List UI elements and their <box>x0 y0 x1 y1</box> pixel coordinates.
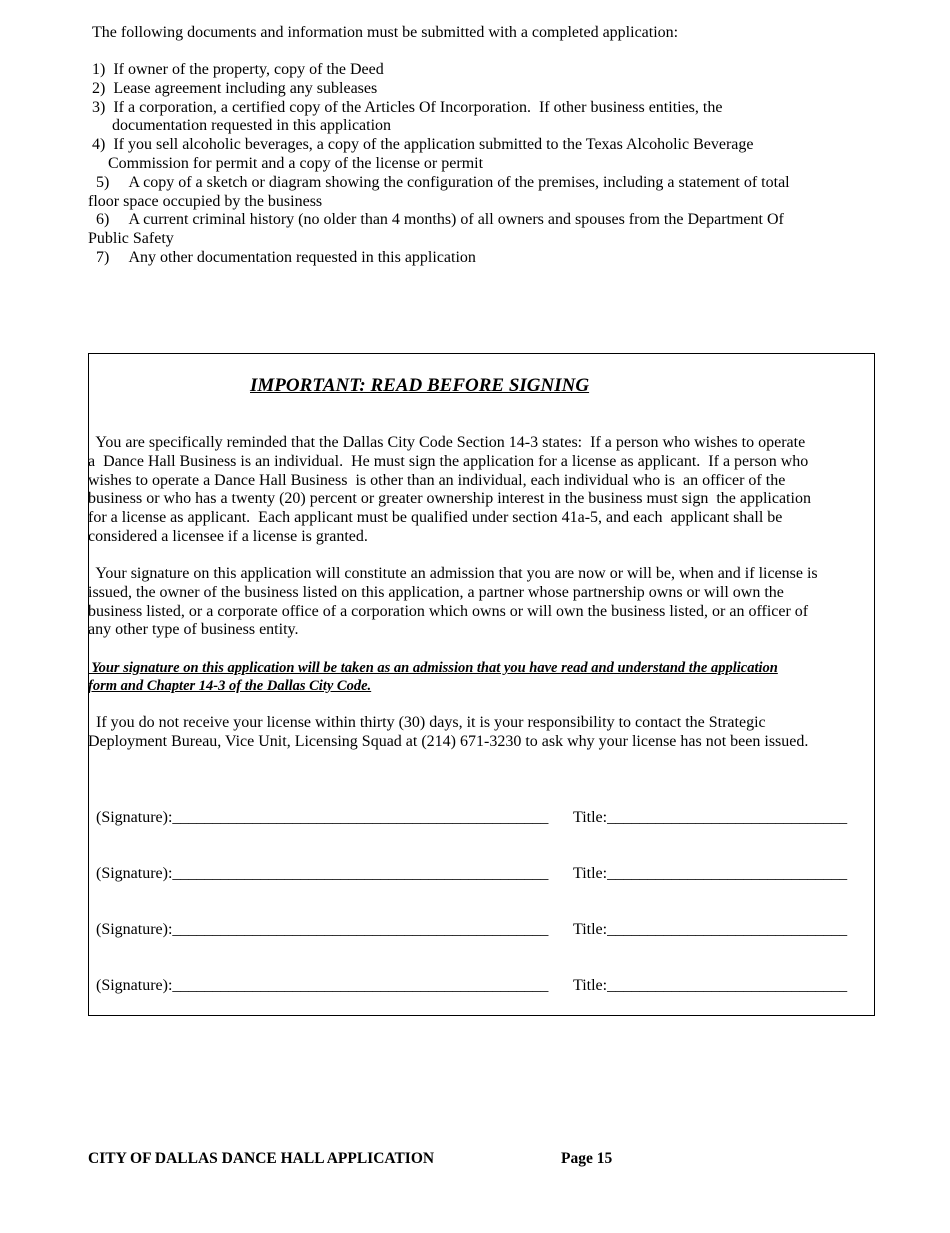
paragraph1-line: for a license as applicant. Each applicant must be qualified under section 41a-5, and each applicant shall be <box>88 509 783 527</box>
paragraph2-line: Your signature on this application will constitute an admission that you are now or will be, when and if license is <box>88 565 818 582</box>
footer-page: Page 15 <box>561 1150 613 1167</box>
requirement-item-4: 4) If you sell alcoholic beverages, a copy of the application submitted to the Texas Alcoholic Beverage <box>88 136 754 154</box>
signature-line-2[interactable]: (Signature):_______________________________________________ <box>96 865 549 882</box>
requirement-item-5-cont: floor space occupied by the business <box>88 192 323 210</box>
title-line-1[interactable]: Title:______________________________ <box>573 809 848 826</box>
notice-paragraph-1 <box>88 434 878 547</box>
intro-text: The following documents and information must be submitted with a completed application: <box>92 24 679 41</box>
notice-paragraph-3 <box>88 659 878 695</box>
title-line-3[interactable]: Title:______________________________ <box>573 921 848 938</box>
requirement-item-7: 7) Any other documentation requested in this application <box>88 249 476 266</box>
paragraph1-line: business or who has a twenty (20) percent or greater ownership interest in the business must sign the application <box>88 490 811 508</box>
requirement-item-1: 1) If owner of the property, copy of the Deed <box>88 61 384 78</box>
paragraph3-line: form and Chapter 14-3 of the Dallas City Code. <box>88 678 372 694</box>
requirement-item-3: 3) If a corporation, a certified copy of the Articles Of Incorporation. If other business entities, the <box>88 98 723 116</box>
paragraph1-line: You are specifically reminded that the Dallas City Code Section 14-3 states: If a person who wishes to operate <box>88 434 806 451</box>
signature-line-4[interactable]: (Signature):_______________________________________________ <box>96 977 549 994</box>
paragraph1-line: a Dance Hall Business is an individual. He must sign the application for a license as applicant. If a person who <box>88 452 809 470</box>
requirement-item-2: 2) Lease agreement including any subleases <box>88 79 378 97</box>
paragraph2-line: business listed, or a corporate office of a corporation which owns or will own the business listed, or an officer of <box>88 602 809 620</box>
requirement-item-5: 5) A copy of a sketch or diagram showing the configuration of the premises, including a statement of total <box>88 173 790 191</box>
paragraph3-line: Your signature on this application will be taken as an admission that you have read and understand the application <box>88 660 778 676</box>
signature-line-1[interactable]: (Signature):_______________________________________________ <box>96 809 549 826</box>
requirement-item-6: 6) A current criminal history (no older than 4 months) of all owners and spouses from the Department Of <box>88 211 784 229</box>
title-line-2[interactable]: Title:______________________________ <box>573 865 848 882</box>
paragraph2-line: issued, the owner of the business listed on this application, a partner whose partnership owns or will own the <box>88 583 784 601</box>
paragraph2-line: any other type of business entity. <box>88 621 299 639</box>
paragraph4-line: If you do not receive your license within thirty (30) days, it is your responsibility to contact the Strategic <box>88 714 766 731</box>
notice-heading: IMPORTANT: READ BEFORE SIGNING <box>250 375 590 396</box>
paragraph4-line: Deployment Bureau, Vice Unit, Licensing Squad at (214) 671-3230 to ask why your license has not been issued. <box>88 732 809 750</box>
paragraph1-line: wishes to operate a Dance Hall Business is other than an individual, each individual who is an officer of the <box>88 471 786 489</box>
requirement-item-3-cont: documentation requested in this application <box>88 117 392 135</box>
footer-title: CITY OF DALLAS DANCE HALL APPLICATION <box>88 1150 435 1167</box>
title-line-4[interactable]: Title:______________________________ <box>573 977 848 994</box>
signature-line-3[interactable]: (Signature):_______________________________________________ <box>96 921 549 938</box>
requirement-item-6-cont: Public Safety <box>88 230 174 248</box>
requirement-item-4-cont: Commission for permit and a copy of the license or permit <box>88 155 484 172</box>
paragraph1-line: considered a licensee if a license is granted. <box>88 527 368 545</box>
notice-paragraph-2 <box>88 565 878 640</box>
notice-paragraph-4 <box>88 714 878 752</box>
